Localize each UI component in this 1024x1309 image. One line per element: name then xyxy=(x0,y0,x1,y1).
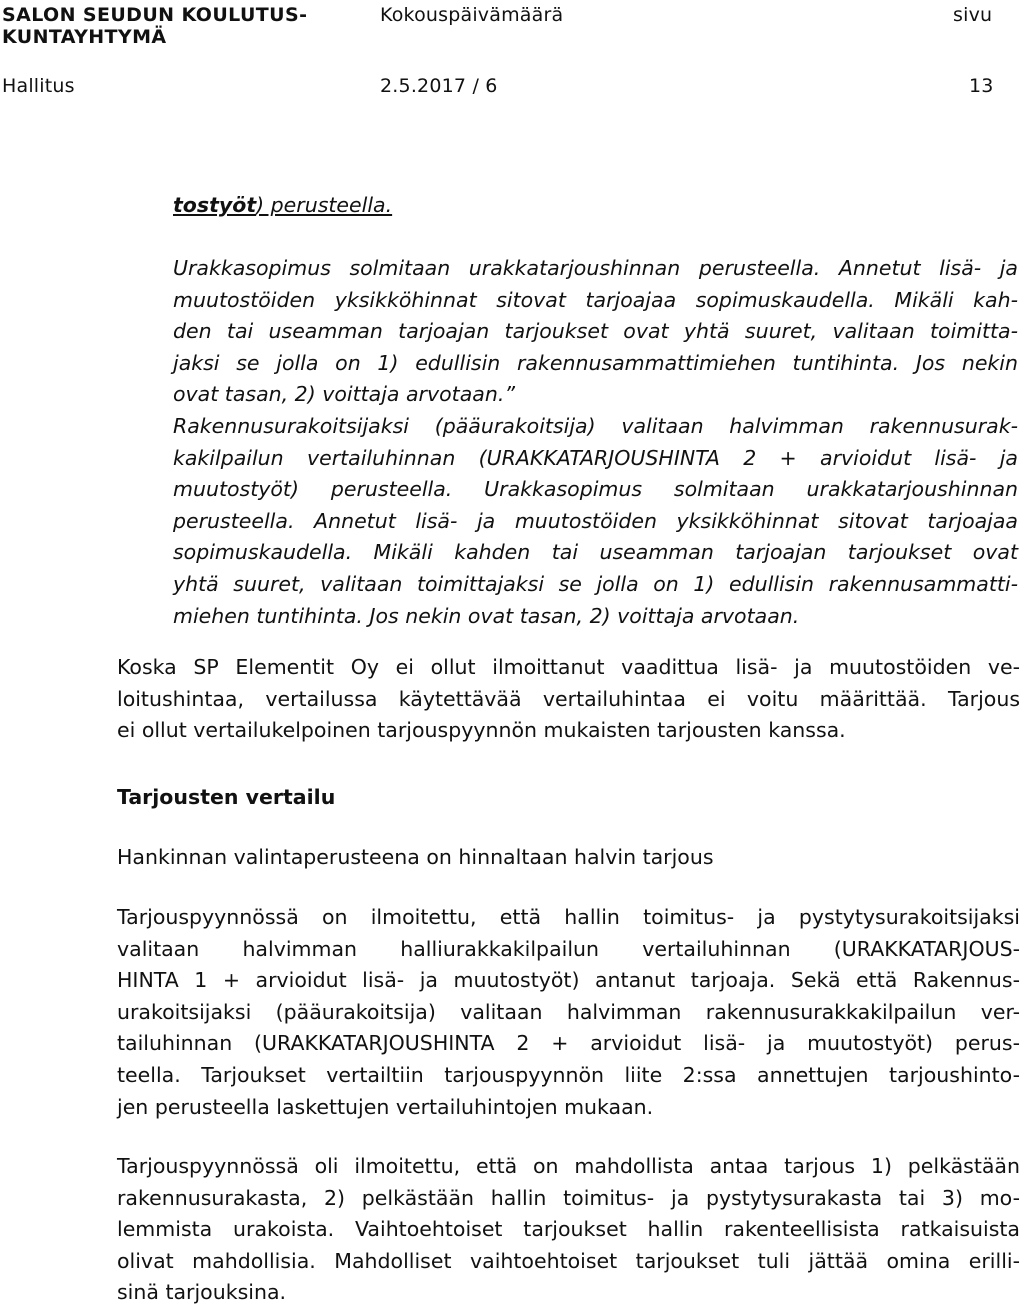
paragraph-line: loitushintaa, vertailussa käytettävää vertailuhintaa ei voitu määrittää. Tarjous xyxy=(117,686,1020,711)
criterion-text: Hankinnan valintaperusteena on hinnaltaan halvin tarjous xyxy=(117,845,714,869)
governing-body-name: Hallitus xyxy=(2,75,75,97)
meeting-date-label: Kokouspäivämäärä xyxy=(380,4,564,26)
paragraph-line: Tarjouspyynnössä oli ilmoitettu, että on mahdollista antaa tarjous 1) pelkästään xyxy=(117,1154,1020,1178)
paragraph-line: Koska SP Elementit Oy ei ollut ilmoittanut vaadittua lisä- ja muutostöiden ve- xyxy=(117,655,1020,679)
quote-line: jaksi se jolla on 1) edullisin rakennusammattimiehen tuntihinta. Jos nekin xyxy=(173,350,1018,375)
page-label: sivu xyxy=(953,4,993,26)
quote-line: yhtä suuret, valitaan toimittajaksi se jolla on 1) edullisin rakennusammatti- xyxy=(173,571,1018,596)
quote-line: kakilpailun vertailuhinnan (URAKKATARJOUSHINTA 2 + arvioidut lisä- ja xyxy=(173,445,1018,470)
paragraph-sp-elementit xyxy=(117,652,1020,747)
paragraph-line: Tarjouspyynnössä on ilmoitettu, että hallin toimitus- ja pystytysurakoitsijaksi xyxy=(117,905,1020,929)
organization-name xyxy=(2,4,307,48)
fragment-bold: tostyöt xyxy=(173,193,257,217)
fragment-rest: ) perusteella. xyxy=(256,193,393,217)
quote-line: sopimuskaudella. Mikäli kahden tai useamman tarjoajan tarjoukset ovat xyxy=(173,540,1018,565)
paragraph-line: urakoitsijaksi (pääurakoitsija) valitaan halvimman rakennusurakkakilpailun ver- xyxy=(117,999,1020,1024)
section-heading: Tarjousten vertailu xyxy=(117,785,336,809)
quoted-tender-terms xyxy=(173,253,1018,632)
organization-name-line1: SALON SEUDUN KOULUTUS- xyxy=(2,4,308,26)
quote-line: muutostöiden yksikköhinnat sitovat tarjoajaa sopimuskaudella. Mikäli kah- xyxy=(173,287,1018,312)
continued-fragment xyxy=(173,190,1018,222)
organization-name-line2: KUNTAYHTYMÄ xyxy=(2,26,167,48)
paragraph-line: jen perusteella laskettujen vertailuhintojen mukaan. xyxy=(117,1094,654,1119)
paragraph-line: valitaan halvimman halliurakkakilpailun vertailuhinnan (URAKKATARJOUS- xyxy=(117,936,1020,961)
paragraph-line: ei ollut vertailukelpoinen tarjouspyynnön mukaisten tarjousten kanssa. xyxy=(117,718,846,743)
paragraph-line: teella. Tarjoukset vertailtiin tarjouspyynnön liite 2:ssa annettujen tarjoushinto- xyxy=(117,1062,1020,1087)
paragraph-line: rakennusurakasta, 2) pelkästään hallin toimitus- ja pystytysurakasta tai 3) mo- xyxy=(117,1185,1020,1210)
quote-line: ovat tasan, 2) voittaja arvotaan.” xyxy=(173,382,515,407)
page-number: 13 xyxy=(969,75,994,97)
selection-criterion xyxy=(117,842,1020,874)
quote-line: Urakkasopimus solmitaan urakkatarjoushinnan perusteella. Annetut lisä- ja xyxy=(173,256,1018,280)
paragraph-comparison xyxy=(117,902,1020,1123)
paragraph-line: HINTA 1 + arvioidut lisä- ja muutostyöt) antanut tarjoaja. Sekä että Rakennus- xyxy=(117,968,1020,993)
paragraph-alternative-offers xyxy=(117,1151,1020,1309)
quote-line: Rakennusurakoitsijaksi (pääurakoitsija) valitaan halvimman rakennusurak- xyxy=(173,413,1018,438)
meeting-date-value: 2.5.2017 / 6 xyxy=(380,75,498,97)
quote-line: perusteella. Annetut lisä- ja muutostöiden yksikköhinnat sitovat tarjoajaa xyxy=(173,508,1018,533)
quote-line: miehen tuntihinta. Jos nekin ovat tasan, 2) voittaja arvotaan. xyxy=(173,603,800,628)
paragraph-line: lemmista urakoista. Vaihtoehtoiset tarjoukset hallin rakenteellisista ratkaisuista xyxy=(117,1217,1020,1242)
paragraph-line: sinä tarjouksina. xyxy=(117,1280,287,1305)
paragraph-line: tailuhinnan (URAKKATARJOUSHINTA 2 + arvioidut lisä- ja muutostyöt) perus- xyxy=(117,1031,1020,1056)
quote-line: muutostyöt) perusteella. Urakkasopimus solmitaan urakkatarjoushinnan xyxy=(173,477,1018,502)
paragraph-line: olivat mahdollisia. Mahdolliset vaihtoehtoiset tarjoukset tuli jättää omina erilli- xyxy=(117,1248,1020,1273)
quote-line: den tai useamman tarjoajan tarjoukset ovat yhtä suuret, valitaan toimitta- xyxy=(173,319,1018,344)
